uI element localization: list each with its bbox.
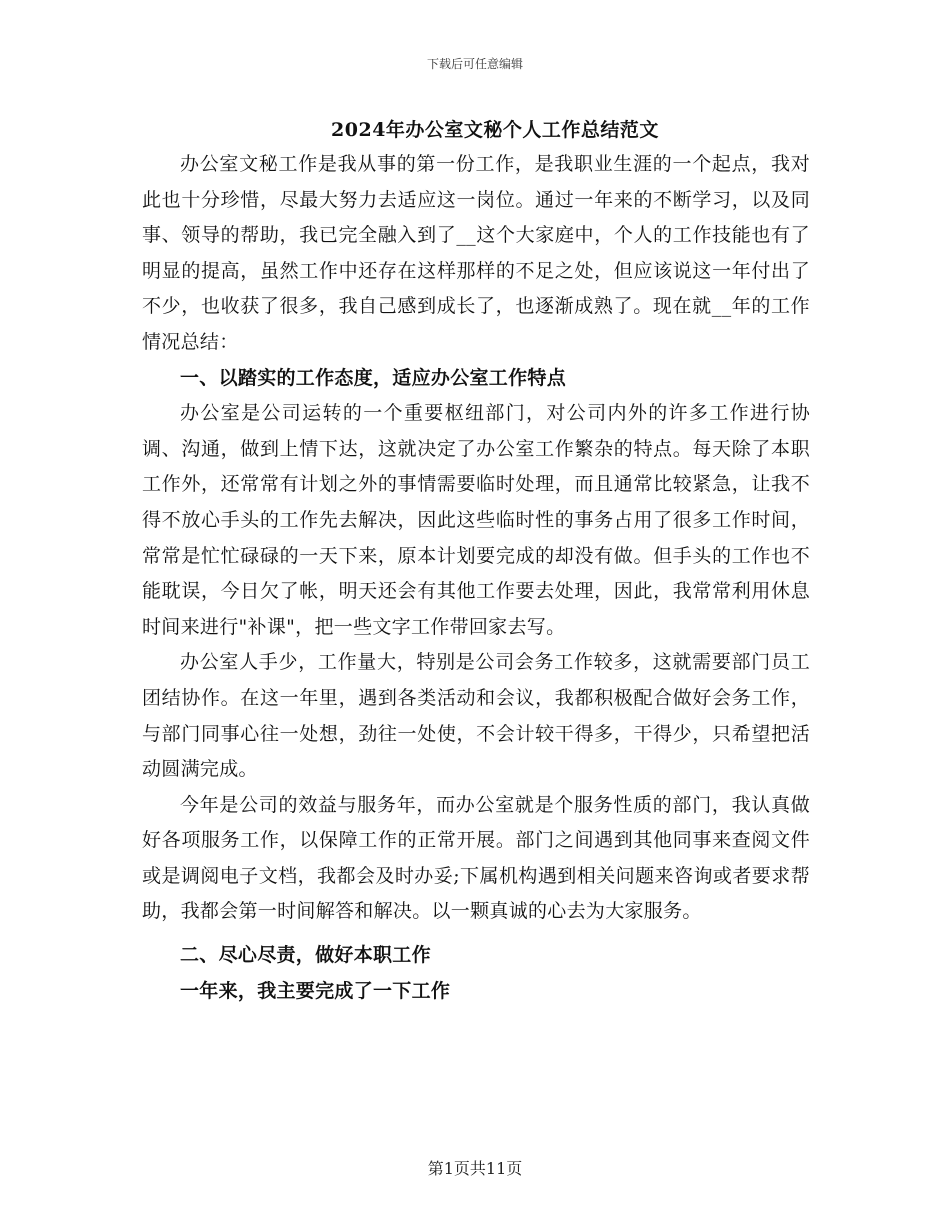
paragraph-service: 今年是公司的效益与服务年，而办公室就是个服务性质的部门，我认真做好各项服务工作，以保障工作的正常开展。部门之间遇到其他同事来查阅文件或是调阅电子文档，我都会及时办妥;下属机构遇到相关问题来咨询或者要求帮助，我都会第一时间解答和解决。以一颗真诚的心去为大家服务。	[142, 793, 810, 923]
paragraph-teamwork: 办公室人手少，工作量大，特别是公司会务工作较多，这就需要部门员工团结协作。在这一年里，遇到各类活动和会议，我都积极配合做好会务工作，与部门同事心往一处想，劲往一处使，不会计较干得多，干得少，只希望把活动圆满完成。	[142, 651, 810, 781]
section-heading-2: 二、尽心尽责，做好本职工作	[180, 944, 431, 967]
section-heading-1: 一、以踏实的工作态度，适应办公室工作特点	[180, 366, 567, 389]
sub-heading-work-done: 一年来，我主要完成了一下工作	[180, 979, 451, 1002]
header-note: 下载后可任意编辑	[426, 57, 523, 71]
paragraph-office-role: 办公室是公司运转的一个重要枢纽部门，对公司内外的许多工作进行协调、沟通，做到上情下达，这就决定了办公室工作繁杂的特点。每天除了本职工作外，还常常有计划之外的事情需要临时处理，而且通常比较紧急，让我不得不放心手头的工作先去解决，因此这些临时性的事务占用了很多工作时间，常常是忙忙碌碌的一天下来，原本计划要完成的却没有做。但手头的工作也不能耽误，今日欠了帐，明天还会有其他工作要去处理，因此，我常常利用休息时间来进行"补课"，把一些文字工作带回家去写。	[142, 402, 810, 638]
document-title: 2024年办公室文秘个人工作总结范文	[331, 119, 659, 141]
document-body	[142, 147, 810, 1009]
paragraph-intro: 办公室文秘工作是我从事的第一份工作，是我职业生涯的一个起点，我对此也十分珍惜，尽最大努力去适应这一岗位。通过一年来的不断学习，以及同事、领导的帮助，我已完全融入到了__这个大家庭中，个人的工作技能也有了明显的提高，虽然工作中还存在这样那样的不足之处，但应该说这一年付出了不少，也收获了很多，我自己感到成长了，也逐渐成熟了。现在就__年的工作情况总结：	[142, 153, 810, 353]
page-indicator: 第1页共11页	[427, 1159, 523, 1178]
